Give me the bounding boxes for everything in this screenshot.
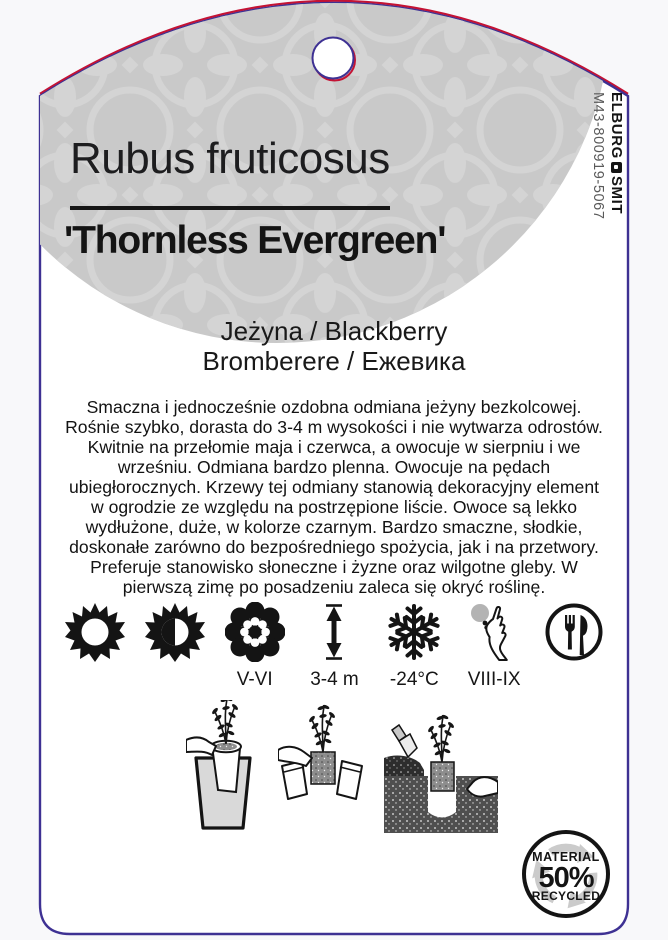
flowering-icon [225, 602, 285, 662]
cutlery-icon [544, 602, 604, 662]
label-code: M43-800919-5067 [590, 92, 606, 220]
brand-name-left: ELBURG [608, 92, 625, 159]
pictogram-plant-in-ground [384, 700, 498, 835]
icon-labels-row [62, 662, 607, 691]
label-empty [62, 669, 128, 691]
title-divider [70, 206, 390, 210]
hang-hole [313, 38, 354, 79]
brand-logo-icon [611, 162, 622, 173]
label-empty [541, 669, 607, 691]
partial-shade-icon [145, 602, 205, 662]
badge-material-text: MATERIAL [532, 850, 600, 864]
flowering-months-label: V-VI [236, 669, 273, 690]
common-name-line2: Bromberere / Ежевика [202, 346, 466, 376]
icon-cell-edible [541, 602, 607, 662]
icon-cell-partial-shade [142, 602, 208, 662]
badge-percent-text: 50% [538, 862, 594, 894]
hardiness-label: -24°C [389, 669, 439, 690]
recycled-badge-icon [520, 828, 612, 920]
planting-pictograms [186, 700, 498, 835]
harvest-months-label: VIII-IX [467, 669, 521, 690]
common-names [40, 316, 628, 376]
care-icons-row [62, 602, 607, 662]
genus-title: Rubus fruticosus [70, 134, 390, 183]
icon-cell-harvest [461, 602, 527, 662]
icon-cell-hardiness [381, 602, 447, 662]
picking-hand-icon [464, 602, 524, 662]
pictogram-remove-pot [278, 700, 366, 835]
cultivar-title: 'Thornless Evergreen' [64, 219, 446, 262]
description-text: Smaczna i jednocześnie ozdobna odmiana jeżyny bezkolcowej. Rośnie szybko, dorasta do 3-4 m wysokości i nie wytwarza odrostów. Kwitnie na przełomie maja i czerwca, a owocuje w sierpniu i we wrześniu. Odmiana bardzo plenna. Owocuje na pędach ubiegłorocznych. Krzewy tej odmiany stanowią dekoracyjny element w ogrodzie ze względu na postrzępione liście. Owoce są lekko wydłużone, duże, w kolorze czarnym. Bardzo smaczne, słodkie, doskonałe zarówno do bezpośredniego spożycia, jak i na przetwory. Preferuje stanowisko słoneczne i żyzne oraz wilgotne gleby. W pierwszą zimę po posadzeniu zaleca się okryć roślinę. [65, 397, 603, 597]
height-arrow-icon [304, 602, 364, 662]
brand-name [608, 92, 624, 220]
full-sun-icon [65, 602, 125, 662]
recycled-badge [520, 828, 612, 925]
icon-cell-height [301, 602, 367, 662]
height-label: 3-4 m [310, 669, 359, 690]
icon-cell-full-sun [62, 602, 128, 662]
icon-cell-flowering [222, 602, 288, 662]
pictogram-soak-pot [186, 700, 260, 835]
badge-recycled-text: RECYCLED [531, 889, 601, 903]
brand-block [590, 92, 624, 220]
label-empty [142, 669, 208, 691]
common-name-line1: Jeżyna / Blackberry [220, 316, 448, 346]
brand-name-right: SMIT [608, 175, 625, 215]
snowflake-icon [384, 602, 444, 662]
